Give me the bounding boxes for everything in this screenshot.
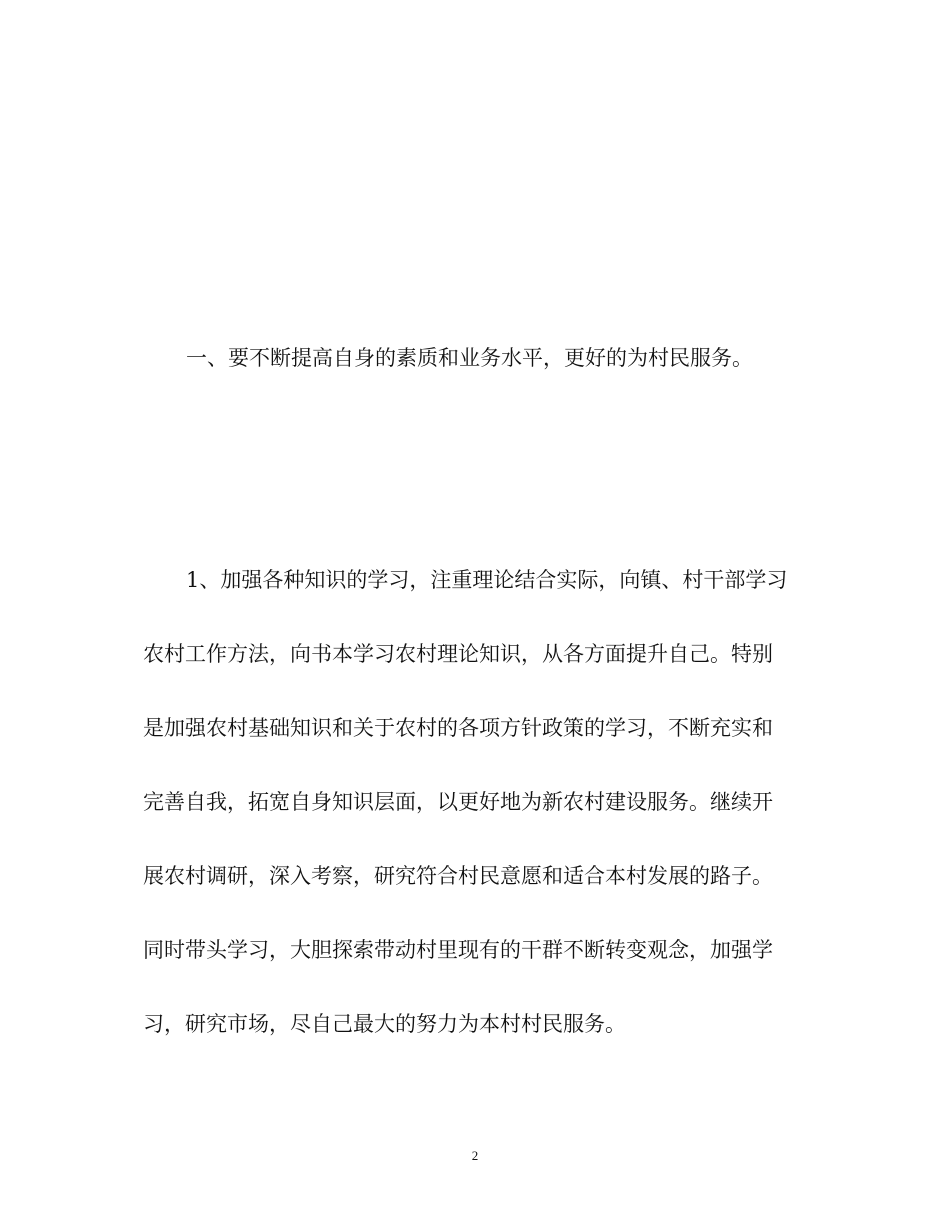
body-paragraph [143, 565, 808, 1083]
paragraph-line: 1、加强各种知识的学习，注重理论结合实际，向镇、村干部学习 [186, 568, 788, 592]
page-number: 2 [471, 1148, 479, 1163]
paragraph-line: 展农村调研，深入考察，研究符合村民意愿和适合本村发展的路子。 [143, 864, 773, 888]
paragraph-line: 习，研究市场，尽自己最大的努力为本村村民服务。 [143, 1012, 626, 1036]
paragraph-line: 农村工作方法，向书本学习农村理论知识，从各方面提升自己。特别 [143, 642, 773, 666]
paragraph-line: 同时带头学习，大胆探索带动村里现有的干群不断转变观念，加强学 [143, 938, 773, 962]
section-heading: 一、要不断提高自身的素质和业务水平，更好的为村民服务。 [186, 346, 753, 370]
paragraph-line: 是加强农村基础知识和关于农村的各项方针政策的学习，不断充实和 [143, 716, 773, 740]
paragraph-line: 完善自我，拓宽自身知识层面，以更好地为新农村建设服务。继续开 [143, 790, 773, 814]
